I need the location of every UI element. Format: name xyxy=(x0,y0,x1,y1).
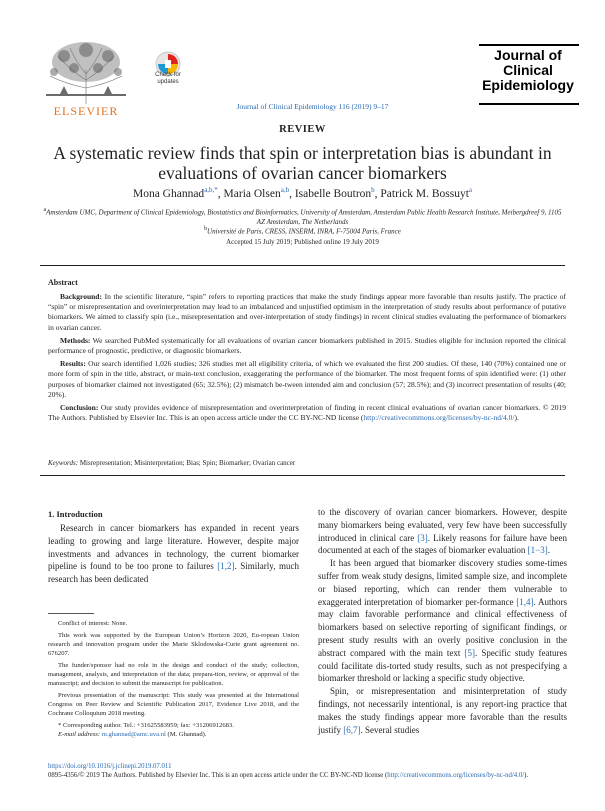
abstract-background-text: In the scientific literature, “spin” refers to reporting practices that make the study findings appear more favorable than results justify. The practice of “spin” or misrepresentation and overinterpretation may lead to an imbalanced and unjustified optimism in the interpretation of study results about performance of putative biomarkers. We aimed to classify spin (i.e., misrepresentation and over-interpretation of study findings) in recent clinical studies evaluating the performance of biomarkers in ovarian cancer. xyxy=(48,292,567,332)
intro-text: Spin, or misrepresentation and misinterpretation of study findings, not necessarily intentional, is any report-ing practice that makes the study findings appear more favorable than the results justify xyxy=(318,686,567,735)
divider-bottom xyxy=(40,475,565,476)
abstract-body xyxy=(48,292,566,426)
keywords-label: Keywords: xyxy=(48,459,79,467)
intro-right-column xyxy=(318,506,567,736)
abstract-conclusion-text: Our study provides evidence of misrepresentation and overinterpretation of finding in recent clinical evaluations of ovarian cancer biomarkers. xyxy=(100,403,541,413)
abstract-results-text: Our search identified 1,026 studies; 326 studies met all eligibility criteria, of which we evaluated the first 200 studies. Of these, 140 (70%) contained one or more form of spin in the title, abstract, or main-text conclusion, exaggerating the performance of the biomarker. The most frequent forms of spin identified were: (1) other purposes of biomarker claimed not investigated (65; 32.5%); (2) mismatch be-tween intended aim and conclusion (57; 28.5%); and (3) incorrect presentation of results (40; 20%). xyxy=(48,359,566,399)
journal-brand-line3: Epidemiology xyxy=(482,77,574,93)
footnote-presentation: Previous presentation of the manuscript: This study was presented at the International Congress on Peer Review and Scientific Publication 2017, Evidence Live 2018, and the Cochrane Colloquium 2018 meeting. xyxy=(48,692,299,717)
citation-link[interactable]: [6,7] xyxy=(343,724,361,735)
author-name[interactable]: Maria Olsen xyxy=(223,187,281,200)
intro-text: . Specific study features could facilitate dis-torted study results, such as not prespecifying a biomarker threshold or lacking a specific study objective. xyxy=(318,647,567,684)
citation-link[interactable]: [1−3] xyxy=(527,545,548,556)
abstract-conclusion-label: Conclusion: xyxy=(60,403,99,413)
keywords xyxy=(48,459,566,467)
abstract-methods-text: We searched PubMed systematically for all evaluations of ovarian cancer biomarkers published in 2015. Studies eligible for inclusion reported the clinical performance of prognostic, predictive, or diagnostic biomarkers. xyxy=(48,335,566,356)
footnotes xyxy=(48,619,299,742)
abstract-background-label: Background: xyxy=(60,292,102,301)
intro-text: . Authors may claim favorable performance and clinical effectiveness of biomarkers based on selective reporting of significant findings, or present study results with an overly positive conclusion in the abstract compared with the main text xyxy=(318,596,567,658)
journal-brand xyxy=(476,48,580,93)
abstract-copyright: © 2019 The Authors. Published by Elsevier Inc. This is an open access article under the CC BY-NC-ND license ( xyxy=(48,403,566,423)
license-footer-link[interactable]: http://creativecommons.org/licenses/by-nc-nd/4.0/ xyxy=(387,772,525,779)
crossmark-label[interactable]: Check for updates xyxy=(155,72,181,85)
article-dates: Accepted 15 July 2019; Published online 19 July 2019 xyxy=(226,238,379,246)
intro-text: . xyxy=(547,545,550,556)
abstract-heading: Abstract xyxy=(48,278,78,287)
journal-brand-line2: Clinical xyxy=(503,62,553,78)
intro-paragraph xyxy=(318,506,567,557)
footnote-funding: This work was supported by the European Union’s Horizon 2020, Eu-ropean Union research and innovation program under the Marie Sklodowska-Curie grant agreement no. 676207. xyxy=(48,632,299,657)
author-list: Mona Ghannad$^{a,b,*}$, Maria Olsen$^{a,b}$, Isabelle Boutron$^b$, Patrick M. Bossuyt$^a$ xyxy=(132,186,473,200)
citation-link[interactable]: [1,4] xyxy=(516,596,534,607)
abstract-methods xyxy=(48,336,566,356)
keywords-text: Misrepresentation; Misinterpretation; Bias; Spin; Biomarker; Ovarian cancer xyxy=(79,459,296,467)
footnote-corresponding: * Corresponding author. Tel.: +31625583959; fax: +31206912683. xyxy=(58,722,234,729)
intro-text: . Likely reasons for failure have been documented at each of the stages of biomarker evaluation xyxy=(318,532,567,556)
abstract-copyright-end: ). xyxy=(514,413,519,423)
author-affil-sup[interactable]: a,b xyxy=(280,186,290,194)
email-link[interactable]: m.ghannad@amc.uva.nl xyxy=(101,731,166,738)
section-heading-introduction: 1. Introduction xyxy=(48,509,103,519)
intro-paragraph xyxy=(318,685,567,736)
journal-brand-line1: Journal of xyxy=(494,47,562,63)
author-name[interactable]: Mona Ghannad xyxy=(132,187,205,200)
abstract-results xyxy=(48,359,566,400)
citation-link[interactable]: [1,2] xyxy=(217,561,235,572)
doi-link[interactable]: https://doi.org/10.1016/j.jclinepi.2019.07.011 xyxy=(48,763,172,770)
affiliation-a-sup: a xyxy=(43,207,47,213)
intro-paragraph xyxy=(48,522,299,586)
footnote-conflict: Conflict of interest: None. xyxy=(58,620,128,627)
abstract-methods-label: Methods: xyxy=(60,335,91,345)
author-affil-sup[interactable]: a,b,* xyxy=(204,186,218,194)
citation-link[interactable]: [3] xyxy=(417,532,428,543)
affiliation-a-text: Amsterdam UMC, Department of Clinical Epidemiology, Biostatistics and Bioinformatics, University of Amsterdam, Amsterdam Public Health Research Institute, Meibergdreef 9, 1105 AZ Amsterdam, The Netherlands xyxy=(46,208,562,226)
author-affil-sup[interactable]: b xyxy=(371,186,375,194)
author-name[interactable]: Isabelle Boutron xyxy=(294,187,372,200)
affiliation-b-sup: b xyxy=(204,226,208,232)
intro-text: . Several studies xyxy=(360,724,420,735)
article-type: REVIEW xyxy=(279,124,326,135)
license-link[interactable]: http://creativecommons.org/licenses/by-nc-nd/4.0/ xyxy=(363,413,515,423)
journal-citation: Journal of Clinical Epidemiology 116 (2019) 9–17 xyxy=(236,102,389,111)
footnote-rule xyxy=(48,613,94,614)
footnote-email xyxy=(48,730,299,739)
article-title: A systematic review finds that spin or interpretation bias is abundant in evaluations of ovarian cancer biomarkers xyxy=(53,143,552,183)
intro-text: . Similarly, much research has been dedicated xyxy=(48,561,299,585)
abstract-results-label: Results: xyxy=(60,359,86,369)
intro-paragraph xyxy=(318,557,567,685)
journal-brand-rule-bottom xyxy=(479,103,579,105)
author-affil-sup[interactable]: a xyxy=(468,186,473,194)
intro-text: It has been argued that biomarker discovery studies some-times suffer from weak study designs, limited sample size, and incomplete or biased reporting, which can render them vulnerable to exaggerated interpretation of biomarker per-formance xyxy=(318,558,567,607)
license-text-end: ). xyxy=(524,772,529,779)
journal-brand-rule-top xyxy=(479,44,579,46)
email-label: E-mail address: xyxy=(58,731,101,738)
license-line xyxy=(48,771,568,780)
email-suffix: (M. Ghannad). xyxy=(167,731,207,738)
abstract-conclusion xyxy=(48,403,566,423)
elsevier-tree-logo xyxy=(40,40,132,106)
license-text: 0895-4356/© 2019 The Authors. Published by Elsevier Inc. This is an open access article under the CC BY-NC-ND license ( xyxy=(48,772,388,779)
affiliation-b xyxy=(40,225,565,237)
author-name[interactable]: Patrick M. Bossuyt xyxy=(380,187,469,200)
publisher-wordmark: ELSEVIER xyxy=(53,104,119,118)
footnote-funder-role: The funder/sponsor had no role in the design and conduct of the study; collection, management, analysis, and interpretation of the data; prepara-tion, review, or approval of the manuscript; and decision to submit the manuscript for publication. xyxy=(48,662,299,687)
affiliation-b-text: Université de Paris, CRESS, INSERM, INRA, F-75004 Paris, France xyxy=(207,227,401,236)
intro-left-column xyxy=(48,522,299,586)
page-footer xyxy=(48,762,568,780)
abstract-background xyxy=(48,292,566,333)
divider-top xyxy=(40,265,565,266)
citation-link[interactable]: [5] xyxy=(464,647,475,658)
intro-text: to the discovery of ovarian cancer biomarkers. However, despite many biomarkers being evaluated, very few have been successfully introduced in clinical care xyxy=(318,507,567,543)
intro-text: Research in cancer biomarkers has expanded in recent years leading to growing and large literature. However, despite major investments and advances in technology, the current biomarker pipeline is found to be too prone to failures xyxy=(48,523,299,572)
